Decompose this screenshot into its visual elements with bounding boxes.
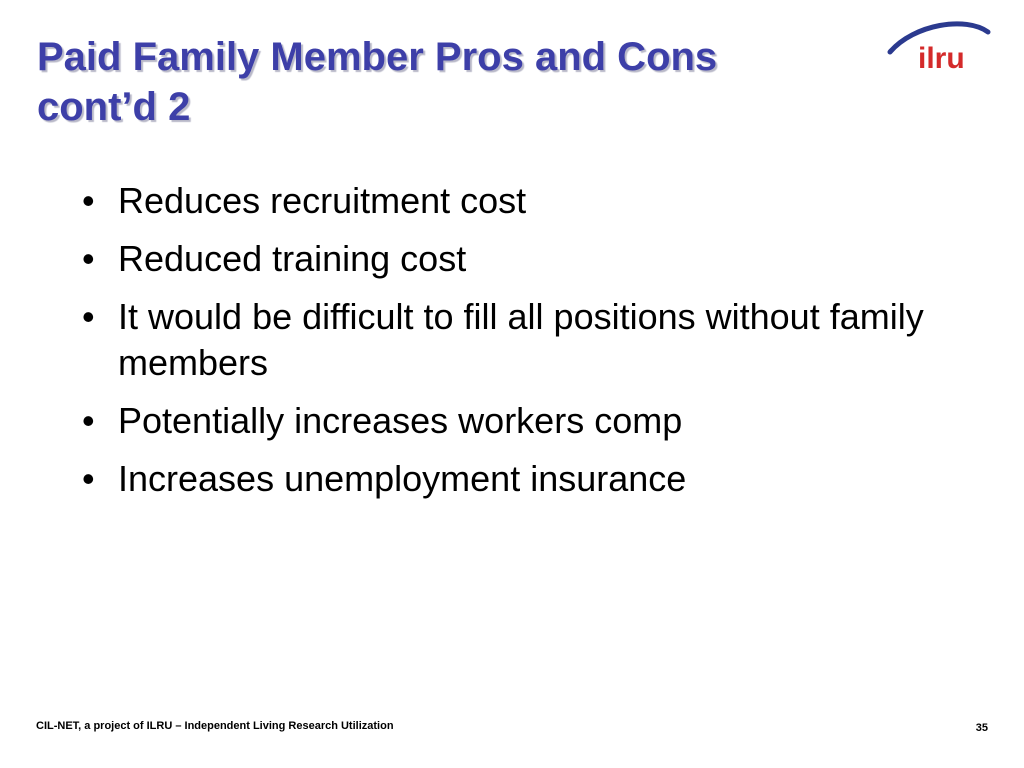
ilru-logo (884, 18, 994, 78)
bullet-icon: • (82, 400, 95, 441)
bullet-text: Reduced training cost (118, 238, 467, 279)
bullet-text: Reduces recruitment cost (118, 180, 527, 221)
bullet-text: Potentially increases workers comp (118, 400, 683, 441)
slide-title (37, 32, 857, 132)
bullet-text: Increases unemployment insurance (118, 458, 687, 499)
slide-title-line-2: cont’d 2 (37, 85, 191, 129)
logo-text: ilru (918, 42, 965, 75)
bullet-icon: • (82, 296, 95, 337)
slide-title-line-1: Paid Family Member Pros and Cons (37, 35, 718, 79)
footer-text: CIL-NET, a project of ILRU – Independent Living Research Utilization (36, 720, 394, 732)
list-item (78, 236, 978, 282)
bullet-icon: • (82, 458, 95, 499)
page-number: 35 (975, 722, 988, 734)
list-item (78, 398, 978, 444)
list-item (78, 456, 978, 502)
list-item (78, 178, 978, 224)
bullet-icon: • (82, 180, 95, 221)
list-item (78, 294, 978, 386)
bullet-icon: • (82, 238, 95, 279)
ilru-logo-graphic (884, 18, 994, 78)
bullet-list (78, 178, 978, 514)
bullet-text: It would be difficult to fill all positions without family members (118, 296, 924, 383)
